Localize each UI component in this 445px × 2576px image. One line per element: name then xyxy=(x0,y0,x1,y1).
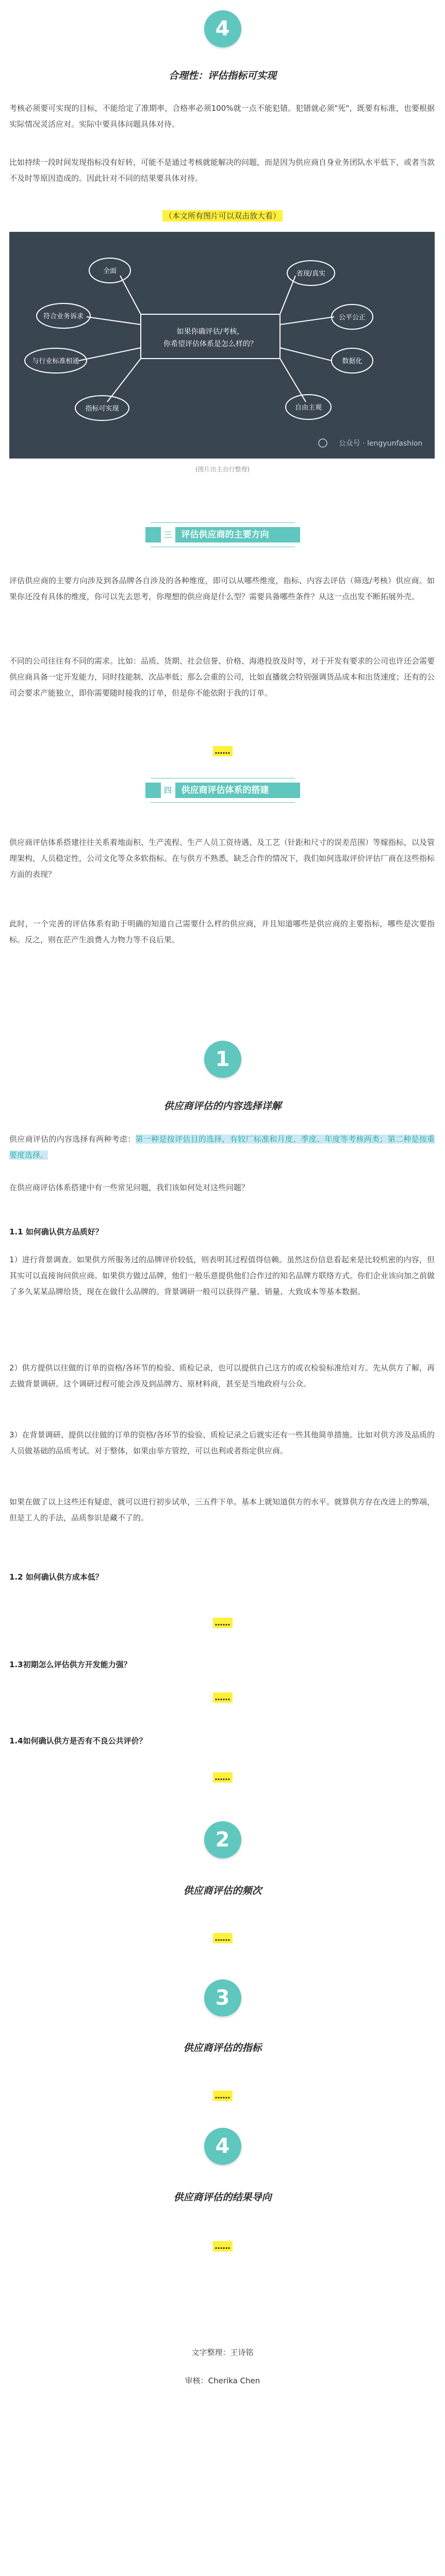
paragraph: 3）在背景调研、提供以往做的订单的资格/各环节的验验、质检记录之后就实还有一些其他简单措施。比如对供方涉及品质的人员做基础的品质考试。对于整体，如果由举方管控，可以也利或者指定供应商。 xyxy=(9,1430,435,1455)
question-heading: 1.1 如何确认供方品质好？ xyxy=(9,1227,103,1236)
paragraph: 在供应商评估体系搭建中有一些常见问题，我们该如何处对这些问题？ xyxy=(9,1183,250,1192)
paragraph-lead: 供应商评估的内容选择有两种考虑： xyxy=(9,1134,136,1144)
highlighted-text: 第一种是按评估目的选择，有较厂标准和月度、季度、年度等考核两类；第二种是按重要度选择。 xyxy=(9,1134,435,1160)
ellipsis-marker: …… xyxy=(213,1772,233,1783)
banner-title: 供应商评估体系的搭建 xyxy=(181,785,269,795)
credit-writer: 文字整理：王诗铭 xyxy=(191,2348,254,2357)
section-banner xyxy=(145,522,300,547)
paragraph: 此时，一个完善的评估体系有助于明确的知道自己需要什么样的供应商，并且知道哪些是供应商的主要指标，哪些是次要指标。反之，则在茫产生浪费人力物力等不良后果。 xyxy=(9,919,435,944)
section-number-badge: 2 xyxy=(204,1821,241,1858)
ellipsis-marker: …… xyxy=(213,746,233,756)
ellipsis-marker: …… xyxy=(213,1618,233,1628)
mindmap-center-line1: 如果你确评估/考核， xyxy=(176,328,244,336)
mindmap-center-line2: 你希望评估体系是怎么样的？ xyxy=(163,340,257,348)
watermark-text: 公众号 · lengyunfashion xyxy=(338,439,423,448)
section-number-badge: 4 xyxy=(204,10,241,47)
ellipsis-marker: …… xyxy=(213,2241,233,2251)
mindmap-node: 公平公正 xyxy=(338,314,366,321)
credit-reviewer: 审核：Cherika Chen xyxy=(185,2376,260,2385)
image-note-text: （本文所有图片可以双击放大看） xyxy=(162,210,283,222)
figure-caption: (图片出主自行整理) xyxy=(195,466,250,473)
ellipsis-marker: …… xyxy=(213,1692,233,1703)
banner-number: 三 xyxy=(161,527,175,543)
paragraph: 不同的公司往往有不同的需求。比如：品质、货期、社会信誉、价格、海港投放及时等，对于开发有要求的公司也许还会需要供应商具备一定开发能力，同时技能制、次品率低；那么会重的公司，比如直播就会特别强调货品成本和出货速度；还有的公司会要求产能独立，即你需要随时接我的订单，但是你不能依附于我的订单。 xyxy=(9,656,435,698)
mindmap-node: 与行业标准相通 xyxy=(32,358,79,365)
mindmap-node: 全面 xyxy=(103,267,117,275)
mindmap-node: 数据化 xyxy=(342,358,362,365)
mindmap-node: 省现/真实 xyxy=(296,270,326,278)
banner-number: 四 xyxy=(161,783,175,798)
paragraph: 比如持续一段时间发现指标没有好转，可能不是通过考核就能解决的问题，而是因为供应商自身业务团队水平低下，或者当款不及时等原因造成的。因此针对不同的结果要具体对待。 xyxy=(9,158,435,183)
paragraph: 评估供应商的主要方向涉及到各品牌各自涉及的各种维度，即可以从哪些维度，指标、内容去评估（筛选/考核）供应商。如果你还没有具体的维度，你可以先去思考，你理想的供应商是什么型？需要具备哪些条件？从这一点出发不断拓展外壳。 xyxy=(9,576,435,601)
paragraph: 供应商评估体系搭建往往关系着地面积、生产流程、生产人员工资待遇、及工艺（针距和尺寸的误差范围）等嫁指标，以及管理架构，人员稳定性，公司文化等众多软指标。在与供方不熟悉，缺乏合作的情况下，我们如何选取评价评估厂商在这些指标方面的表现？ xyxy=(9,838,435,879)
section-number-badge: 1 xyxy=(204,1041,241,1078)
ellipsis-marker: …… xyxy=(213,2091,233,2101)
question-heading: 1.3初期怎么评估供方开发能力强？ xyxy=(9,1660,131,1669)
paragraph xyxy=(9,1131,435,1163)
banner-title: 评估供应商的主要方向 xyxy=(181,530,269,540)
section-title: 供应商评估的结果导向 xyxy=(173,2192,272,2203)
question-heading: 1.2 如何确认供方成本低？ xyxy=(9,1572,103,1582)
paragraph: 1）进行背景调查。如果供方所服务过的品牌评价较低，则表明其过程值得信赖。虽然这份信息看起来是比较机密的内容，但其实可以直接询问供应商。如果供方做过品牌，他们一般乐意提供他们合作过的知名品牌方联络方式。你们企业该向加之前做了多久某某品牌给货，现在在做什么品牌的。背景调研一般可以获得产量、销量、大致成本等基本数据。 xyxy=(9,1255,435,1296)
ellipsis-marker: …… xyxy=(213,1933,233,1943)
image-note xyxy=(0,210,445,221)
section-number-badge: 3 xyxy=(204,1979,241,2016)
paragraph: 如果在做了以上这些还有疑虑，就可以进行初步试单，三五件下单。基本上就知道供方的水平。就算供方存在改进上的弊端，但是工人的手法，品质参识是藏不了的。 xyxy=(9,1497,435,1522)
section-banner xyxy=(145,778,300,803)
wechat-icon xyxy=(319,439,327,447)
mindmap-svg xyxy=(9,232,435,459)
section-title: 供应商评估的指标 xyxy=(183,2042,262,2054)
paragraph: 2）供方提供以往做的订单的资格/各环节的检验、质检记录，也可以提供自己这方的或衣检验标准给对方。先从供方了解，再去做背景调研。这个调研过程可能会涉及到品牌方、原材料商，甚至是当地政府与公众。 xyxy=(9,1363,435,1388)
section-number-badge: 4 xyxy=(204,2128,241,2165)
section-title: 供应商评估的内容选择详解 xyxy=(163,1100,282,1112)
section-title: 供应商评估的频次 xyxy=(183,1885,262,1896)
question-heading: 1.4如何确认供方是否有不良公共评价？ xyxy=(9,1736,147,1745)
mindmap-node: 符合业务诉求 xyxy=(43,313,84,320)
mindmap-figure[interactable] xyxy=(9,232,435,459)
mindmap-node: 指标可实现 xyxy=(85,405,119,413)
mindmap-center-box xyxy=(141,314,280,359)
section-title: 合理性：评估指标可实现 xyxy=(168,70,276,81)
paragraph: 考核必须要可实现的目标，不能给定了准期率，合格率必须100%就一点不能犯错。犯错就必须"死"，既要有标准，也要根据实际情况灵活应对。实际中要具体问题具体对待。 xyxy=(9,104,435,129)
mindmap-node: 自由主观 xyxy=(294,404,322,412)
